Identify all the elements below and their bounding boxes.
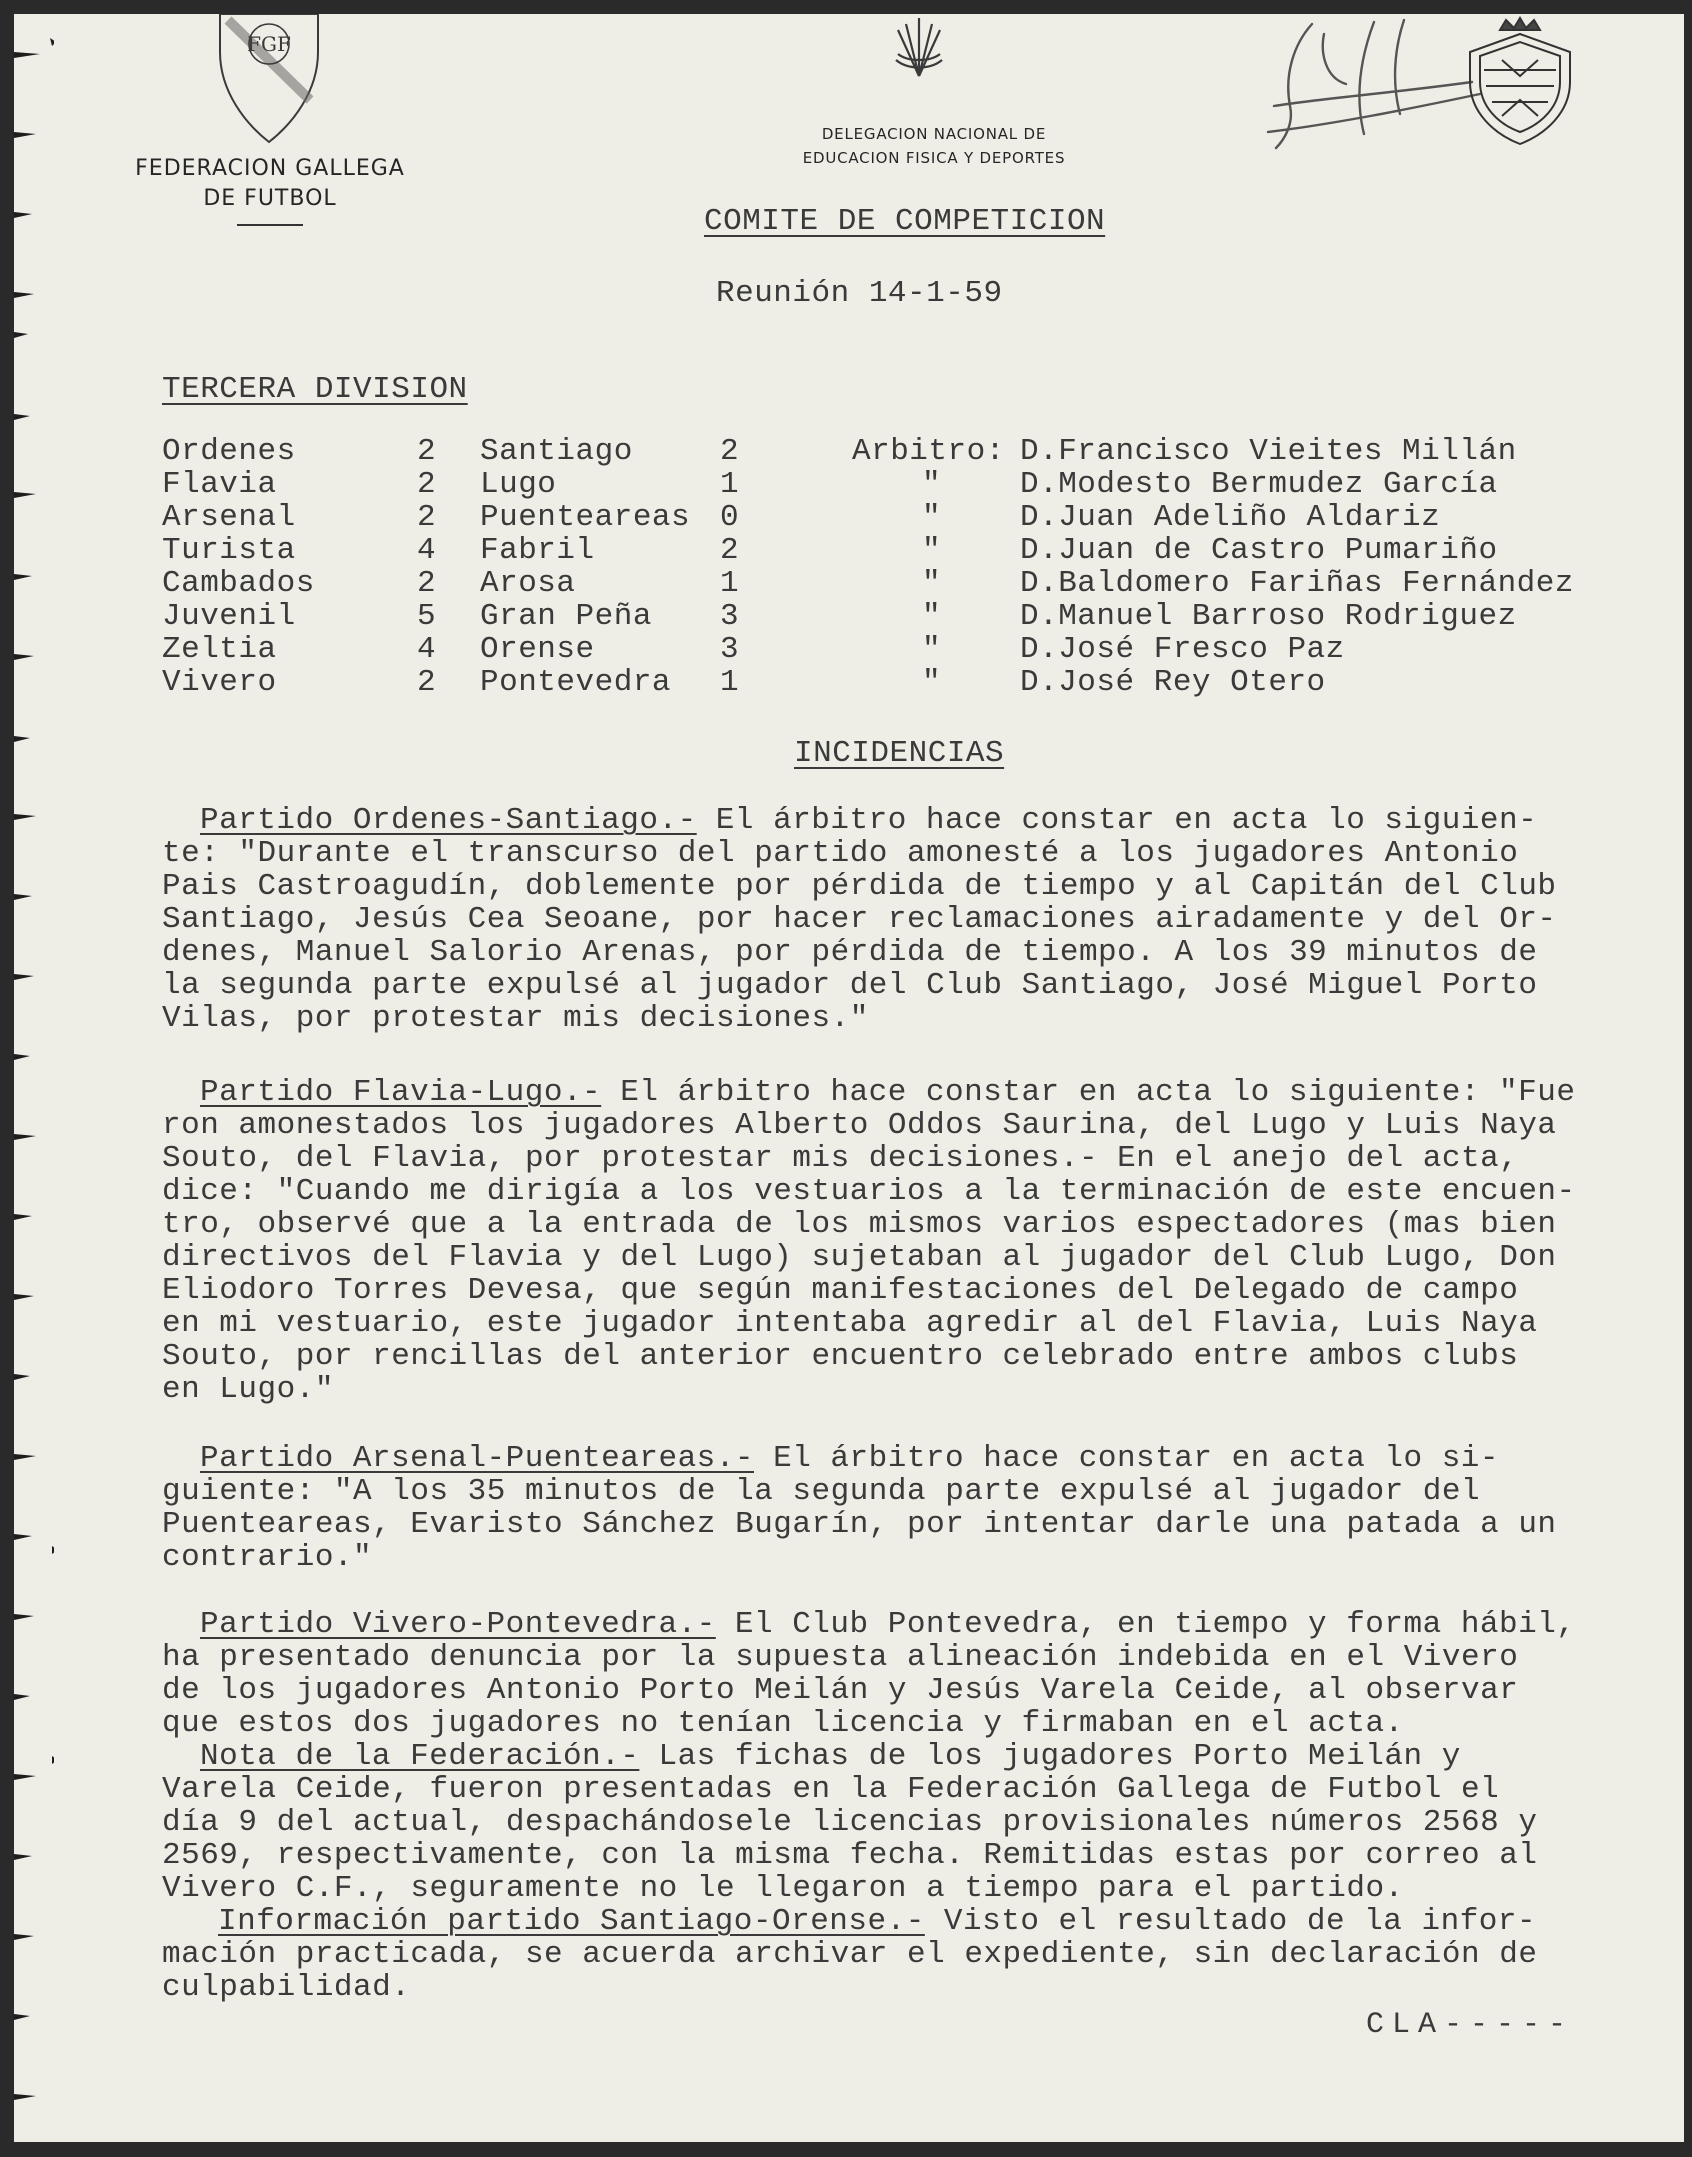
ditto-mark: " <box>922 566 942 601</box>
away-score: 1 <box>720 665 740 700</box>
note-line: Varela Ceide, fueron presentadas en la Federación Gallega de Futbol el <box>162 1772 1500 1807</box>
document-page <box>14 14 1684 2142</box>
paragraph-line: Vilas, por protestar mis decisiones." <box>162 1001 869 1036</box>
continuation-mark: CLA----- <box>1366 2008 1575 2042</box>
away-team: Orense <box>480 632 595 667</box>
incident-paragraph-arsenal-puenteareas <box>162 1442 1684 1574</box>
away-score: 3 <box>720 632 740 667</box>
away-team: Pontevedra <box>480 665 672 700</box>
home-team: Ordenes <box>162 434 296 469</box>
page-title: COMITE DE COMPETICION <box>704 204 1106 239</box>
paragraph-line: de los jugadores Antonio Porto Meilán y Jesús Varela Ceide, al observar <box>162 1673 1519 1708</box>
result-row <box>162 500 1441 535</box>
result-row <box>162 665 1326 700</box>
note-line: día 9 del actual, despachándosele licencias provisionales números 2568 y <box>162 1805 1538 1840</box>
federation-name <box>110 154 430 226</box>
referee-name: D.Manuel Barroso Rodriguez <box>1020 599 1517 634</box>
meeting-date: Reunión 14-1-59 <box>716 276 1003 311</box>
referee-name: D.José Fresco Paz <box>1020 632 1345 667</box>
federation-divider <box>237 224 303 226</box>
paragraph-line: Santiago, Jesús Cea Seoane, por hacer reclamaciones airadamente y del Or- <box>162 902 1557 937</box>
ditto-mark: " <box>922 533 942 568</box>
paragraph-line: dice: "Cuando me dirigía a los vestuarios a la terminación de este encuen- <box>162 1174 1576 1209</box>
ditto-mark: " <box>922 665 942 700</box>
away-score: 1 <box>720 467 740 502</box>
away-team: Fabril <box>480 533 595 568</box>
home-score: 2 <box>417 434 437 469</box>
paragraph-line: directivos del Flavia y del Lugo) sujetaban al jugador del Club Lugo, Don <box>162 1240 1557 1275</box>
ditto-mark: " <box>922 467 942 502</box>
referee-name: D.Francisco Vieites Millán <box>1020 434 1517 469</box>
delegation-line2: EDUCACION FISICA Y DEPORTES <box>802 149 1066 167</box>
away-team: Arosa <box>480 566 576 601</box>
away-score: 0 <box>720 500 740 535</box>
division-heading: TERCERA DIVISION <box>162 372 468 407</box>
paragraph-line: Eliodoro Torres Devesa, que según manifestaciones del Delegado de campo <box>162 1273 1519 1308</box>
svg-text:FGF: FGF <box>247 32 291 56</box>
home-team: Cambados <box>162 566 315 601</box>
note-text: Las fichas de los jugadores Porto Meilán y <box>639 1739 1461 1774</box>
note-first-line <box>162 1740 1684 1773</box>
paragraph-heading: Partido Vivero-Pontevedra.- <box>200 1607 716 1642</box>
incident-paragraph-ordenes-santiago <box>162 804 1684 1035</box>
paragraph-heading: Partido Flavia-Lugo.- <box>200 1075 602 1110</box>
home-score: 4 <box>417 533 437 568</box>
info-line: culpabilidad. <box>162 1970 411 2005</box>
paragraph-line: ron amonestados los jugadores Alberto Oddos Saurina, del Lugo y Luis Naya <box>162 1108 1557 1143</box>
paragraph-first-line <box>162 804 1684 837</box>
result-row <box>162 599 1517 634</box>
home-team: Juvenil <box>162 599 296 634</box>
info-heading: Información partido Santiago-Orense.- <box>218 1904 925 1939</box>
paragraph-text: El árbitro hace constar en acta lo siguiente: "Fue <box>601 1075 1576 1110</box>
federation-line2: DE FUTBOL <box>203 186 337 211</box>
result-row <box>162 467 1498 502</box>
federation-line1: FEDERACION GALLEGA <box>135 156 405 181</box>
home-team: Turista <box>162 533 296 568</box>
away-team: Puenteareas <box>480 500 691 535</box>
yoke-and-arrows-icon <box>884 14 954 84</box>
paragraph-first-line <box>162 1076 1684 1109</box>
ditto-mark: " <box>922 500 942 535</box>
paragraph-heading: Partido Arsenal-Puenteareas.- <box>200 1441 754 1476</box>
results-table <box>162 434 1574 700</box>
note-line: Vivero C.F., seguramente no le llegaron a tiempo para el partido. <box>162 1871 1404 1906</box>
away-score: 2 <box>720 434 740 469</box>
referee-name: D.Juan de Castro Pumariño <box>1020 533 1498 568</box>
result-row <box>162 566 1574 601</box>
away-team: Gran Peña <box>480 599 652 634</box>
paragraph-first-line <box>162 1442 1684 1475</box>
paragraph-line: ha presentado denuncia por la supuesta alineación indebida en el Vivero <box>162 1640 1519 1675</box>
paragraph-line: te: "Durante el transcurso del partido amonesté a los jugadores Antonio <box>162 836 1519 871</box>
ditto-mark: " <box>922 599 942 634</box>
info-line: mación practicada, se acuerda archivar el expediente, sin declaración de <box>162 1937 1538 1972</box>
referee-name: D.Juan Adeliño Aldariz <box>1020 500 1441 535</box>
paragraph-line: Souto, del Flavia, por protestar mis decisiones.- En el anejo del acta, <box>162 1141 1519 1176</box>
paragraph-line: tro, observé que a la entrada de los mismos varios espectadores (mas bien <box>162 1207 1557 1242</box>
referee-name: D.José Rey Otero <box>1020 665 1326 700</box>
shield-crest-icon <box>214 14 324 144</box>
paragraph-text: El árbitro hace constar en acta lo si- <box>754 1441 1500 1476</box>
paragraph-first-line <box>162 1608 1684 1641</box>
note-heading: Nota de la Federación.- <box>200 1739 640 1774</box>
away-score: 3 <box>720 599 740 634</box>
away-team: Santiago <box>480 434 633 469</box>
away-team: Lugo <box>480 467 557 502</box>
incident-paragraph-vivero-pontevedra <box>162 1608 1684 2004</box>
home-score: 2 <box>417 665 437 700</box>
handwritten-signature <box>1254 14 1494 164</box>
referee-name: D.Baldomero Fariñas Fernández <box>1020 566 1574 601</box>
referee-name: D.Modesto Bermudez García <box>1020 467 1498 502</box>
paragraph-line: en mi vestuario, este jugador intentaba agredir al del Flavia, Luis Naya <box>162 1306 1538 1341</box>
home-team: Vivero <box>162 665 277 700</box>
home-team: Zeltia <box>162 632 277 667</box>
home-score: 2 <box>417 566 437 601</box>
home-score: 2 <box>417 467 437 502</box>
margin-punch-marks <box>14 14 54 2142</box>
home-team: Flavia <box>162 467 277 502</box>
delegation-name <box>754 122 1114 170</box>
away-score: 1 <box>720 566 740 601</box>
crowned-shield-crest-icon <box>1462 16 1578 146</box>
paragraph-line: guiente: "A los 35 minutos de la segunda parte expulsé al jugador del <box>162 1474 1481 1509</box>
paragraph-text: El Club Pontevedra, en tiempo y forma hábil, <box>715 1607 1576 1642</box>
result-row <box>162 533 1498 568</box>
paragraph-line: la segunda parte expulsé al jugador del Club Santiago, José Miguel Porto <box>162 968 1538 1003</box>
result-row <box>162 632 1345 667</box>
paragraph-line: Pais Castroagudín, doblemente por pérdida de tiempo y al Capitán del Club <box>162 869 1557 904</box>
away-score: 2 <box>720 533 740 568</box>
home-score: 4 <box>417 632 437 667</box>
paragraph-line: en Lugo." <box>162 1372 334 1407</box>
referee-label: Arbitro: <box>852 434 1005 469</box>
incidencias-heading: INCIDENCIAS <box>794 736 1005 771</box>
result-row <box>162 434 1517 469</box>
home-team: Arsenal <box>162 500 296 535</box>
paragraph-heading: Partido Ordenes-Santiago.- <box>200 803 697 838</box>
paragraph-line: Puenteareas, Evaristo Sánchez Bugarín, por intentar darle una patada a un <box>162 1507 1557 1542</box>
paragraph-text: El árbitro hace constar en acta lo siguien- <box>696 803 1538 838</box>
info-first-line <box>162 1905 1684 1938</box>
note-line: 2569, respectivamente, con la misma fecha. Remitidas estas por correo al <box>162 1838 1538 1873</box>
paragraph-line: denes, Manuel Salorio Arenas, por pérdida de tiempo. A los 39 minutos de <box>162 935 1538 970</box>
paragraph-line: Souto, por rencillas del anterior encuentro celebrado entre ambos clubs <box>162 1339 1519 1374</box>
home-score: 5 <box>417 599 437 634</box>
incident-paragraph-flavia-lugo <box>162 1076 1684 1406</box>
paragraph-line: que estos dos jugadores no tenían licencia y firmaban en el acta. <box>162 1706 1404 1741</box>
ditto-mark: " <box>922 632 942 667</box>
home-score: 2 <box>417 500 437 535</box>
paragraph-line: contrario." <box>162 1540 373 1575</box>
delegation-line1: DELEGACION NACIONAL DE <box>821 125 1047 143</box>
info-text: Visto el resultado de la infor- <box>924 1904 1537 1939</box>
